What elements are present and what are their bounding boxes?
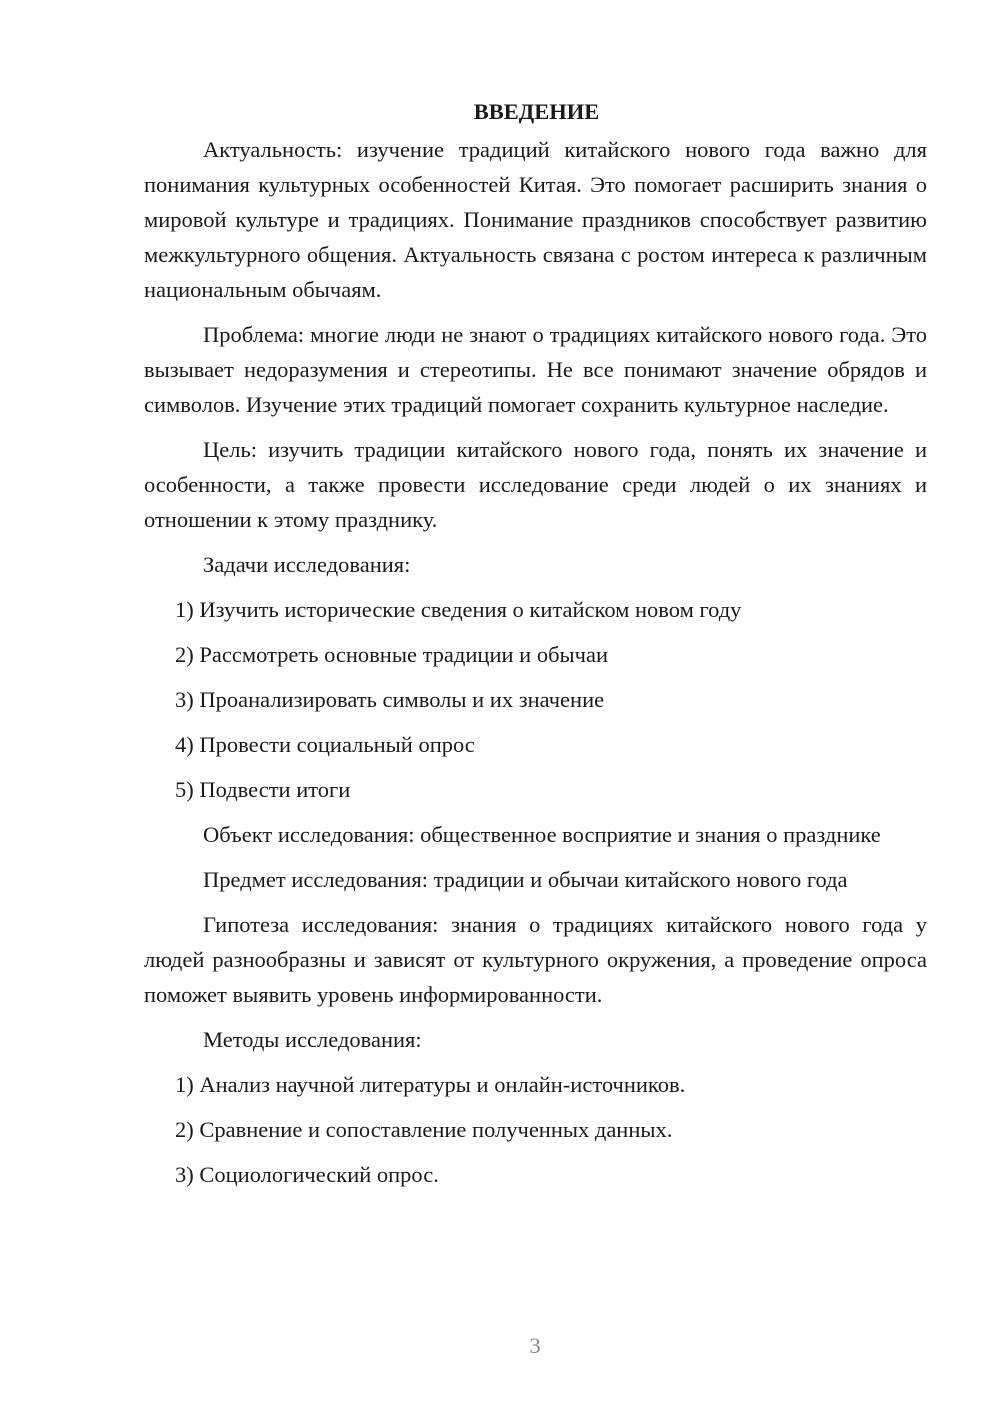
list-item: 5) Подвести итоги xyxy=(175,777,351,802)
list-item: 2) Сравнение и сопоставление полученных данных. xyxy=(175,1117,673,1142)
object-paragraph: Объект исследования: общественное восприятие и знания о празднике xyxy=(203,822,881,847)
section-title: ВВЕДЕНИЕ xyxy=(473,99,600,124)
list-item: 3) Проанализировать символы и их значение xyxy=(175,687,605,712)
list-item: 1) Анализ научной литературы и онлайн-источников. xyxy=(175,1072,686,1097)
hypothesis-paragraph: Гипотеза исследования: знания о традициях китайского нового года у людей разнообразны и зависят от культурного окружения, а проведение опроса поможет выявить уровень информированности. xyxy=(144,912,927,1007)
page-number: 3 xyxy=(529,1333,541,1358)
methods-heading: Методы исследования: xyxy=(203,1027,422,1052)
list-item: 1) Изучить исторические сведения о китайском новом году xyxy=(175,597,742,622)
tasks-heading: Задачи исследования: xyxy=(203,552,411,577)
list-item: 4) Провести социальный опрос xyxy=(175,732,475,757)
problem-paragraph: Проблема: многие люди не знают о традициях китайского нового года. Это вызывает недоразумения и стереотипы. Не все понимают значение обрядов и символов. Изучение этих традиций помогает сохранить культурное наследие. xyxy=(144,322,927,417)
relevance-paragraph: Актуальность: изучение традиций китайского нового года важно для понимания культурных особенностей Китая. Это помогает расширить знания о мировой культуре и традициях. Понимание праздников способствует развитию межкультурного общения. Актуальность связана с ростом интереса к различным национальным обычаям. xyxy=(144,137,927,302)
list-item: 3) Социологический опрос. xyxy=(175,1162,439,1187)
subject-paragraph: Предмет исследования: традиции и обычаи китайского нового года xyxy=(203,867,848,892)
list-item: 2) Рассмотреть основные традиции и обычаи xyxy=(175,642,608,667)
goal-paragraph: Цель: изучить традиции китайского нового года, понять их значение и особенности, а также провести исследование среди людей о их знаниях и отношении к этому празднику. xyxy=(144,437,927,532)
page-content xyxy=(144,94,927,1192)
